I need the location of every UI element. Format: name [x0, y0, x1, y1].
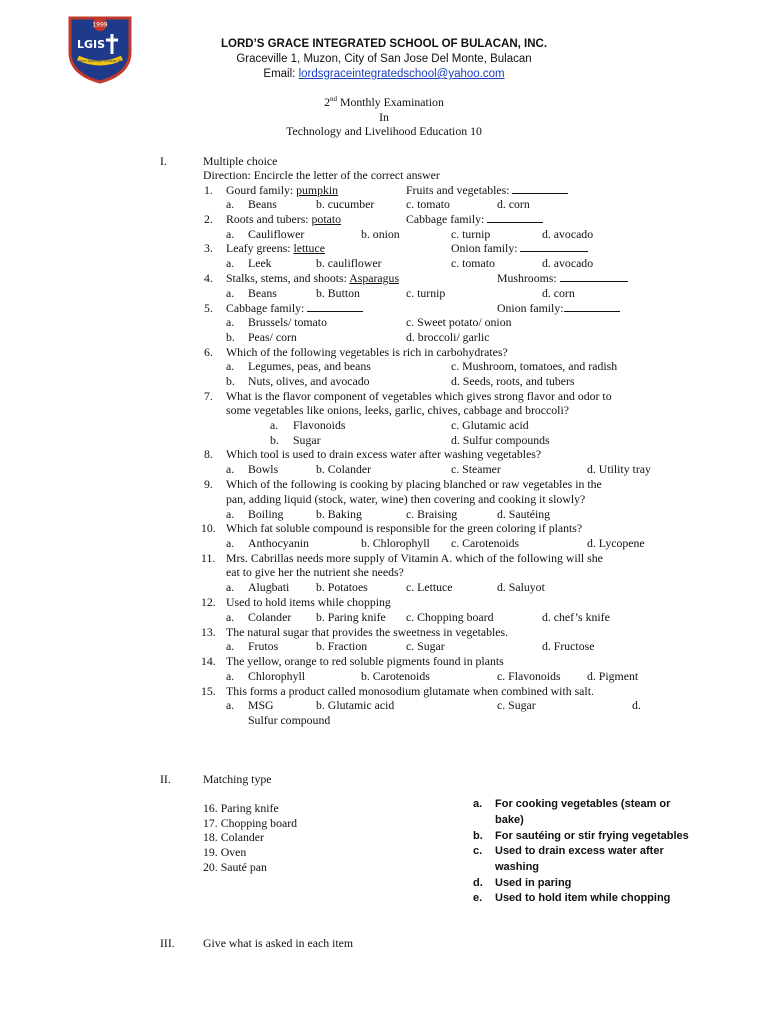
q5-choice-d: d. broccoli/ garlic [406, 330, 490, 344]
q15-choice-b: b. Glutamic acid [316, 698, 395, 712]
part1-direction: Direction: Encircle the letter of the correct answer [203, 168, 440, 182]
exam-subject: Technology and Livelihood Education 10 [286, 124, 482, 138]
q11-choice-d: d. Saluyot [497, 580, 545, 594]
q10-choice-letter: a. [226, 536, 235, 550]
q13-text: The natural sugar that provides the sweetness in vegetables. [226, 625, 509, 639]
q3-choice-d: d. avocado [542, 256, 594, 270]
q3-num: 3. [204, 241, 213, 255]
part3-roman: III. [160, 936, 175, 950]
q1-blank [512, 184, 568, 194]
q7-num: 7. [204, 389, 213, 403]
match-choice-cont: bake) [495, 814, 524, 826]
q14-choice-letter: a. [226, 669, 235, 683]
q13-choice-a: Frutos [248, 639, 279, 653]
q3-a-answer: lettuce [293, 241, 325, 255]
q3-a-text: Leafy greens: [226, 241, 294, 255]
q1-a [226, 183, 338, 198]
q3-choice-a: Leek [248, 256, 272, 270]
q1-choice-c: c. tomato [406, 197, 450, 211]
q5-b [497, 301, 620, 316]
part3-title: Give what is asked in each item [203, 936, 354, 950]
exam-title-rest: Monthly Examination [337, 95, 444, 109]
q5-a-text: Cabbage family: [226, 301, 308, 315]
q12-text: Used to hold items while chopping [226, 595, 391, 609]
q13-choice-d: d. Fructose [542, 639, 595, 653]
q9-text-1: Which of the following is cooking by placing blanched or raw vegetables in the [226, 477, 602, 491]
q1-a-answer: pumpkin [296, 183, 339, 197]
q9-text-2: pan, adding liquid (stock, water, wine) then covering and cooking it slowly? [226, 492, 586, 506]
q7-text-1: What is the flavor component of vegetables which gives strong flavor and odor to [226, 389, 612, 403]
school-name: LORD’S GRACE INTEGRATED SCHOOL OF BULACAN, INC. [220, 38, 548, 50]
q2-choice-b: b. onion [361, 227, 400, 241]
q9-choice-letter: a. [226, 507, 235, 521]
school-address: Graceville 1, Muzon, City of San Jose Del Monte, Bulacan [236, 53, 532, 65]
svg-text:1999: 1999 [92, 21, 108, 29]
svg-text:Kasama Tagabago Ginabay Diyos: Kasama Tagabago Ginabay Diyos [73, 59, 127, 63]
q7-choice-c: c. Glutamic acid [451, 418, 529, 432]
q4-a [226, 271, 399, 286]
q12-choice-b: b. Paring knife [316, 610, 386, 624]
q1-choice-b: b. cucumber [316, 197, 375, 211]
match-item: 16. Paring knife [203, 801, 279, 815]
q5-blank-b [564, 302, 620, 312]
q10-choice-d: d. Lycopene [587, 536, 645, 550]
q15-text: This forms a product called monosodium glutamate when combined with salt. [226, 684, 594, 698]
match-choice-cont: washing [495, 861, 540, 873]
q8-choice-letter: a. [226, 462, 235, 476]
q6-choice-d: d. Seeds, roots, and tubers [451, 374, 575, 388]
part2-roman: II. [160, 772, 171, 786]
q11-choice-b: b. Potatoes [316, 580, 368, 594]
q9-choice-c: c. Braising [406, 507, 458, 521]
q14-choice-a: Chlorophyll [248, 669, 306, 683]
match-item: 18. Colander [203, 830, 264, 844]
q6-choice-c: c. Mushroom, tomatoes, and radish [451, 359, 618, 373]
email-link[interactable]: lordsgraceintegratedschool@yahoo.com [298, 68, 505, 80]
q7-text-2: some vegetables like onions, leeks, garlic, chives, cabbage and broccoli? [226, 403, 569, 417]
q5-a [226, 301, 363, 316]
q13-choice-b: b. Fraction [316, 639, 368, 653]
q2-a-text: Roots and tubers: [226, 212, 312, 226]
match-choice-letter: e. [473, 892, 483, 904]
q3-a [226, 241, 325, 256]
q5-num: 5. [204, 301, 213, 315]
q12-num: 12. [201, 595, 216, 609]
q11-choice-c: c. Lettuce [406, 580, 453, 594]
q3-b [451, 241, 588, 256]
q7-choice-b: Sugar [293, 433, 321, 447]
q4-choice-b: b. Button [316, 286, 360, 300]
q5-choice-c: c. Sweet potato/ onion [406, 315, 512, 329]
match-item: 19. Oven [203, 845, 247, 859]
q11-choice-a: Alugbati [248, 580, 290, 594]
q4-num: 4. [204, 271, 213, 285]
q14-text: The yellow, orange to red soluble pigments found in plants [226, 654, 504, 668]
q6-choice-b: Nuts, olives, and avocado [248, 374, 370, 388]
q2-a-answer: potato [311, 212, 342, 226]
q13-choice-letter: a. [226, 639, 235, 653]
q4-choice-d: d. corn [542, 286, 575, 300]
q6-num: 6. [204, 345, 213, 359]
q3-b-text: Onion family: [451, 241, 521, 255]
q3-choice-b: b. cauliflower [316, 256, 382, 270]
q3-choice-c: c. tomato [451, 256, 495, 270]
q6-c2-letter: b. [226, 374, 235, 388]
q12-choice-c: c. Chopping board [406, 610, 494, 624]
q7-c1-letter: a. [270, 418, 279, 432]
match-choice: Used in paring [495, 877, 572, 889]
q5-c2-letter: b. [226, 330, 235, 344]
q5-b-text: Onion family: [497, 301, 564, 315]
q9-choice-a: Boiling [248, 507, 284, 521]
q5-blank-a [307, 302, 363, 312]
q15-choice-d: Sulfur compound [248, 713, 331, 727]
match-choice-letter: c. [473, 845, 483, 857]
q12-choice-a: Colander [248, 610, 292, 624]
q11-choice-letter: a. [226, 580, 235, 594]
q9-choice-d: d. Sautéing [497, 507, 551, 521]
q15-choice-d-letter: d. [632, 698, 641, 712]
q7-choice-d: d. Sulfur compounds [451, 433, 550, 447]
q8-text: Which tool is used to drain excess water after washing vegetables? [226, 447, 542, 461]
q11-text-1: Mrs. Cabrillas needs more supply of Vitamin A. which of the following will she [226, 551, 603, 565]
q5-c1-letter: a. [226, 315, 235, 329]
q1-a-text: Gourd family: [226, 183, 297, 197]
q9-num: 9. [204, 477, 213, 491]
q3-choice-letter: a. [226, 256, 235, 270]
q3-blank [520, 242, 588, 252]
q11-num: 11. [201, 551, 216, 565]
school-email-line [0, 68, 768, 80]
q8-num: 8. [204, 447, 213, 461]
q2-num: 2. [204, 212, 213, 226]
exam-title-num: 2 [324, 95, 331, 109]
q2-choice-d: d. avocado [542, 227, 594, 241]
q2-choice-c: c. turnip [451, 227, 491, 241]
q10-choice-a: Anthocyanin [248, 536, 309, 550]
q14-num: 14. [201, 654, 216, 668]
q14-choice-c: c. Flavonoids [497, 669, 561, 683]
q4-b [497, 271, 628, 286]
q4-choice-c: c. turnip [406, 286, 446, 300]
q2-choice-letter: a. [226, 227, 235, 241]
q4-choice-letter: a. [226, 286, 235, 300]
q15-choice-a: MSG [248, 698, 274, 712]
q4-choice-a: Beans [248, 286, 277, 300]
q1-choice-a: Beans [248, 197, 277, 211]
q15-choice-c: c. Sugar [497, 698, 536, 712]
q9-choice-b: b. Baking [316, 507, 362, 521]
match-choice: For sautéing or stir frying vegetables [495, 830, 689, 842]
q1-b [406, 183, 568, 198]
q1-choice-letter: a. [226, 197, 235, 211]
q2-a [226, 212, 341, 227]
match-choice: For cooking vegetables (steam or [495, 798, 671, 810]
q8-choice-d: d. Utility tray [587, 462, 651, 476]
exam-subtitle-in: In [379, 110, 389, 124]
q7-choice-a: Flavonoids [293, 418, 346, 432]
q13-choice-c: c. Sugar [406, 639, 445, 653]
q10-choice-b: b. Chlorophyll [361, 536, 430, 550]
q15-num: 15. [201, 684, 216, 698]
q11-text-2: eat to give her the nutrient she needs? [226, 565, 404, 579]
q8-choice-a: Bowls [248, 462, 279, 476]
q13-num: 13. [201, 625, 216, 639]
q12-choice-letter: a. [226, 610, 235, 624]
svg-text:LGIS: LGIS [76, 38, 106, 51]
match-choice-letter: a. [473, 798, 483, 810]
match-choice: Used to hold item while chopping [495, 892, 671, 904]
part1-roman: I. [160, 154, 167, 168]
q6-text: Which of the following vegetables is rich in carbohydrates? [226, 345, 508, 359]
q6-choice-a: Legumes, peas, and beans [248, 359, 371, 373]
q1-b-text: Fruits and vegetables: [406, 183, 513, 197]
q7-c2-letter: b. [270, 433, 279, 447]
q8-choice-c: c. Steamer [451, 462, 501, 476]
q4-blank [560, 272, 628, 282]
q14-choice-d: d. Pigment [587, 669, 639, 683]
match-item: 20. Sauté pan [203, 860, 267, 874]
part2-title: Matching type [203, 772, 272, 786]
match-choice-letter: b. [473, 830, 483, 842]
q10-text: Which fat soluble compound is responsible for the green coloring if plants? [226, 521, 583, 535]
q6-c1-letter: a. [226, 359, 235, 373]
q2-b-text: Cabbage family: [406, 212, 488, 226]
exam-title [0, 95, 768, 110]
match-choice-letter: d. [473, 877, 483, 889]
exam-title-sup: nd [330, 95, 338, 104]
q8-choice-b: b. Colander [316, 462, 372, 476]
q2-blank [487, 213, 543, 223]
q1-num: 1. [204, 183, 213, 197]
q14-choice-b: b. Carotenoids [361, 669, 430, 683]
q1-choice-d: d. corn [497, 197, 530, 211]
q5-choice-a: Brussels/ tomato [248, 315, 327, 329]
match-choice: Used to drain excess water after [495, 845, 664, 857]
part1-title: Multiple choice [203, 154, 278, 168]
q10-num: 10. [201, 521, 216, 535]
q5-choice-b: Peas/ corn [248, 330, 297, 344]
q10-choice-c: c. Carotenoids [451, 536, 520, 550]
q15-choice-letter: a. [226, 698, 235, 712]
q4-a-text: Stalks, stems, and shoots: [226, 271, 350, 285]
q2-choice-a: Cauliflower [248, 227, 305, 241]
q4-b-text: Mushrooms: [497, 271, 560, 285]
q12-choice-d: d. chef’s knife [542, 610, 610, 624]
q4-a-answer: Asparagus [349, 271, 400, 285]
q2-b [406, 212, 543, 227]
match-item: 17. Chopping board [203, 816, 298, 830]
email-label: Email: [263, 68, 296, 80]
